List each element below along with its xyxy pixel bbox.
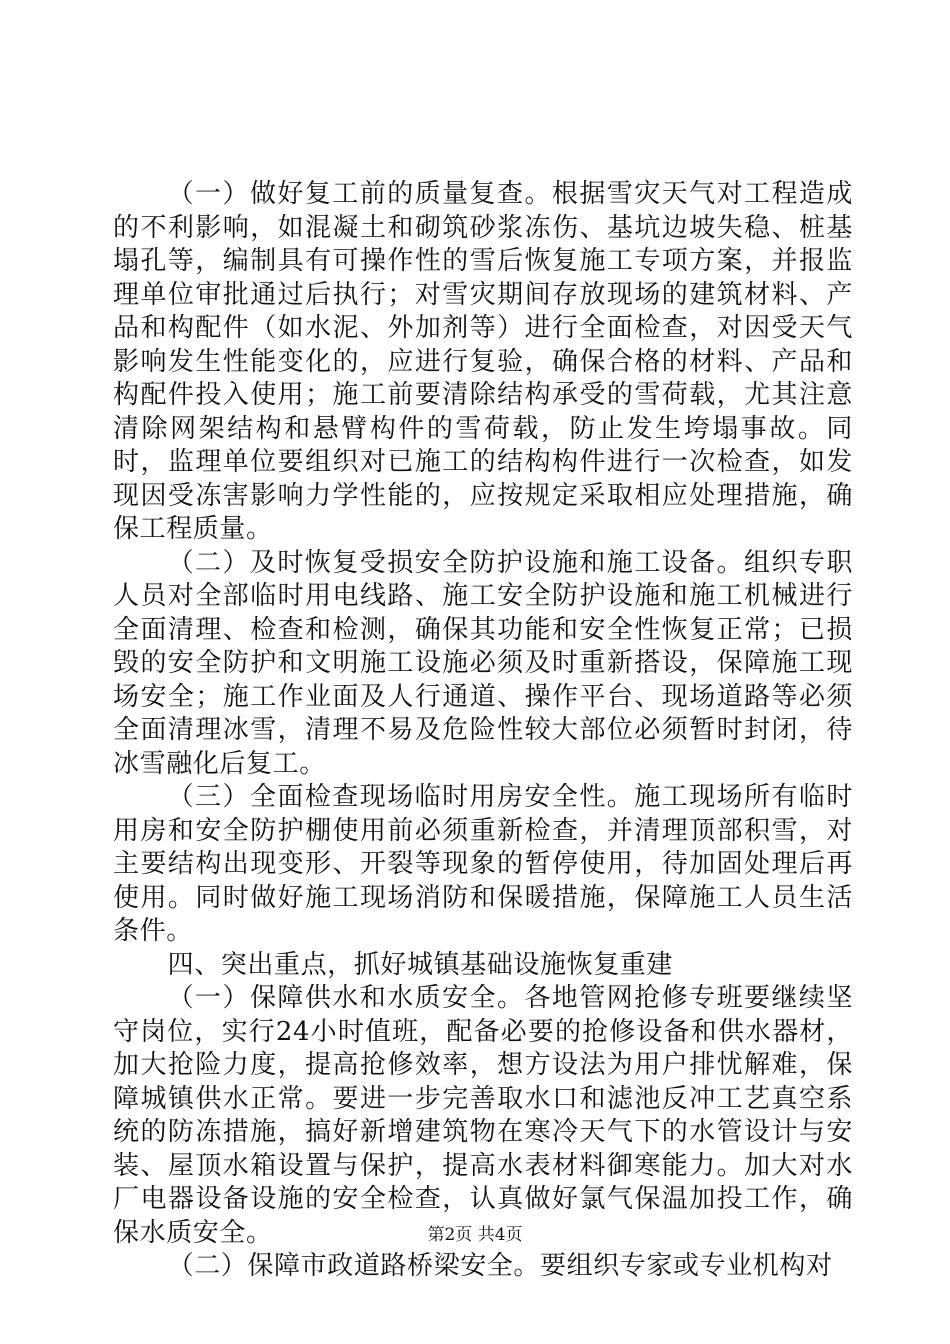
paragraph-temporary-housing: （三）全面检查现场临时用房安全性。施工现场所有临时用房和安全防护棚使用前必须重新检查，并清理顶部积雪，对主要结构出现变形、开裂等现象的暂停使用，待加固处理后再使用。同时做好施工现场消防和保暖措施，保障施工人员生活条件。 xyxy=(113,782,853,946)
paragraph-quality-recheck: （一）做好复工前的质量复查。根据雪灾天气对工程造成的不利影响，如混凝土和砌筑砂浆冻伤、基坑边坡失稳、桩基塌孔等，编制具有可操作性的雪后恢复施工专项方案，并报监理单位审批通过后执行；对雪灾期间存放现场的建筑材料、产品和构配件（如水泥、外加剂等）进行全面检查，对因受天气影响发生性能变化的，应进行复验，确保合格的材料、产品和构配件投入使用；施工前要清除结构承受的雪荷载，尤其注意清除网架结构和悬臂构件的雪荷载，防止发生垮塌事故。同时，监理单位要组织对已施工的结构构件进行一次检查，如发现因受冻害影响力学性能的，应按规定采取相应处理措施，确保工程质量。 xyxy=(113,179,853,544)
section-heading-infrastructure: 四、突出重点，抓好城镇基础设施恢复重建 xyxy=(167,949,673,980)
paragraph-safety-facilities: （二）及时恢复受损安全防护设施和施工设备。组织专职人员对全部临时用电线路、施工安全防护设施和施工机械进行全面清理、检查和检测，确保其功能和安全性恢复正常；已损毁的安全防护和文明施工设施必须及时重新搭设，保障施工现场安全；施工作业面及人行通道、操作平台、现场道路等必须全面清理冰雪，清理不易及危险性较大部位必须暂时封闭，待冰雪融化后复工。 xyxy=(113,547,853,779)
page-number: 第2页 共4页 xyxy=(427,1225,523,1245)
paragraph-roads-bridges: （二）保障市政道路桥梁安全。要组织专家或专业机构对 xyxy=(167,1251,833,1281)
paragraph-water-supply: （一）保障供水和水质安全。各地管网抢修专班要继续坚守岗位，实行24小时值班，配备必要的抢修设备和供水器材，加大抢险力度，提高抢修效率，想方设法为用户排忧解难，保障城镇供水正常。要进一步完善取水口和滤池反冲工艺真空系统的防冻措施，搞好新增建筑物在寒冷天气下的水管设计与安装、屋顶水箱设置与保护，提高水表材料御寒能力。加大对水厂电器设备设施的安全检查，认真做好氯气保温加投工作，确保水质安全。 xyxy=(113,983,853,1248)
document-body xyxy=(113,178,853,1284)
